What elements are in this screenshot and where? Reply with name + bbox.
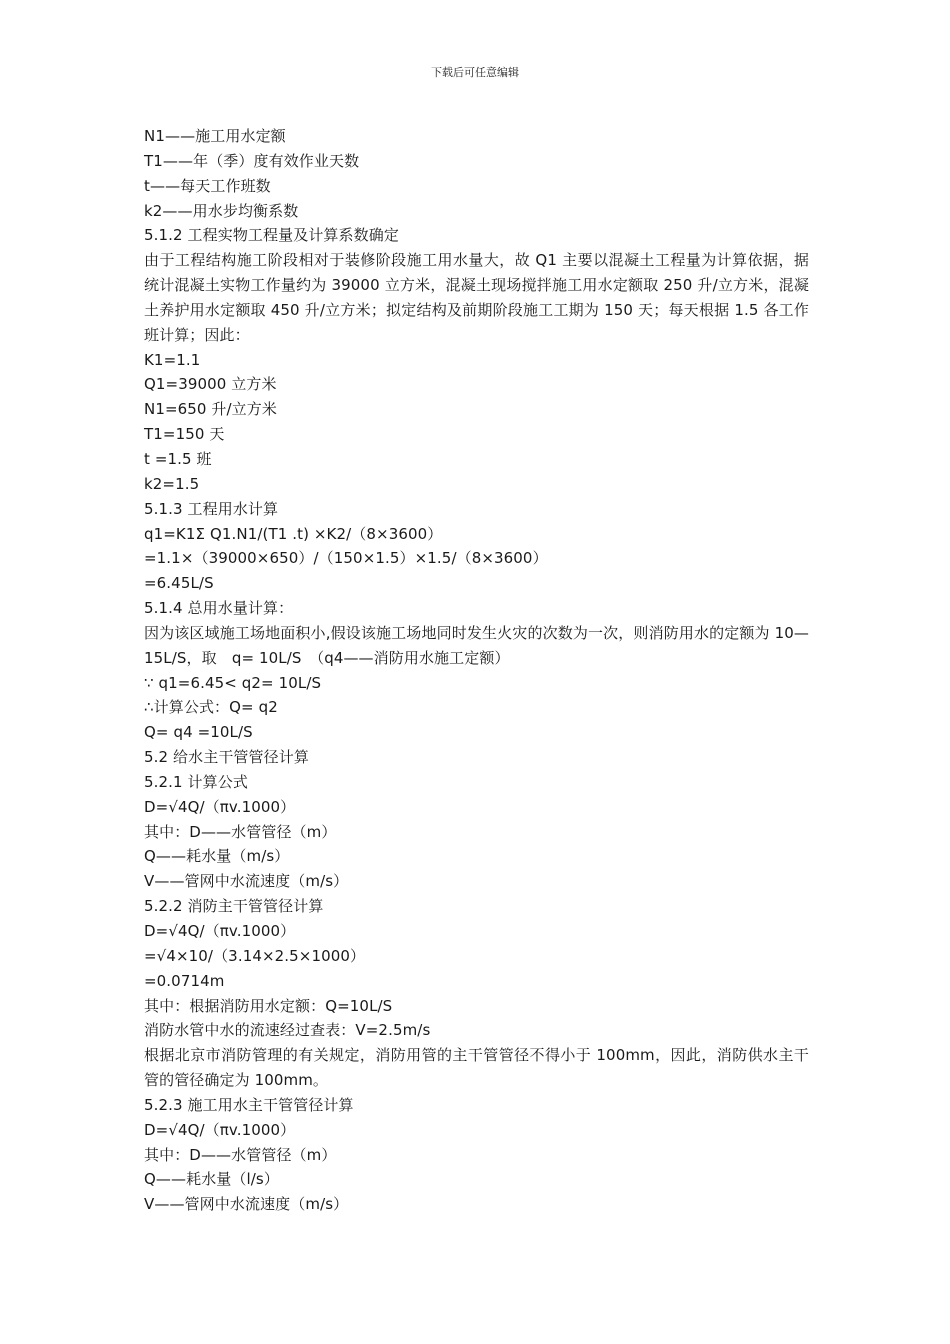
text-line: 消防水管中水的流速经过查表：V=2.5m/s bbox=[144, 1021, 431, 1040]
text-line: T1——年（季）度有效作业天数 bbox=[144, 151, 360, 170]
paragraph: 根据北京市消防管理的有关规定，消防用管的主干管管径不得小于 100mm，因此，消防供水主干管的管径确定为 100mm。 bbox=[144, 1046, 809, 1090]
document-body bbox=[144, 124, 809, 1217]
text-line: Q——耗水量（l/s） bbox=[144, 1170, 279, 1189]
text-line: N1=650 升/立方米 bbox=[144, 400, 277, 419]
text-line: k2=1.5 bbox=[144, 474, 200, 493]
text-line: V——管网中水流速度（m/s） bbox=[144, 1195, 349, 1214]
formula-line: D=√4Q/（πv.1000） bbox=[144, 922, 296, 940]
formula-line: =0.0714m bbox=[144, 971, 225, 990]
formula-line: =6.45L/S bbox=[144, 574, 214, 593]
text-line: 其中：D——水管管径（m） bbox=[144, 1145, 337, 1164]
section-heading: 5.2.1 计算公式 bbox=[144, 772, 248, 791]
text-line: 其中：根据消防用水定额：Q=10L/S bbox=[144, 996, 393, 1015]
text-line: V——管网中水流速度（m/s） bbox=[144, 872, 349, 891]
formula-line: =1.1×（39000×650）/（150×1.5）×1.5/（8×3600） bbox=[144, 549, 548, 568]
section-heading: 5.1.3 工程用水计算 bbox=[144, 499, 279, 518]
formula-line: D=√4Q/（πv.1000） bbox=[144, 1120, 296, 1139]
section-heading: 5.2.3 施工用水主干管管径计算 bbox=[144, 1095, 354, 1114]
section-heading: 5.1.4 总用水量计算： bbox=[144, 599, 294, 618]
paragraph: 因为该区域施工场地面积小,假设该施工场地同时发生火灾的次数为一次，则消防用水的定额为 10—15L/S，取 q= 10L/S （q4——消防用水施工定额） bbox=[144, 623, 809, 667]
text-line: 其中：D——水管管径（m） bbox=[144, 822, 337, 841]
page-header: 下载后可任意编辑 bbox=[431, 66, 519, 79]
formula-line: ∴计算公式：Q= q2 bbox=[144, 698, 278, 717]
formula-line: =√4×10/（3.14×2.5×1000） bbox=[144, 946, 366, 965]
section-heading: 5.2 给水主干管管径计算 bbox=[144, 748, 309, 767]
text-line: N1——施工用水定额 bbox=[144, 127, 286, 145]
formula-line: D=√4Q/（πv.1000） bbox=[144, 797, 296, 816]
text-line: k2——用水步均衡系数 bbox=[144, 201, 299, 220]
text-line: T1=150 天 bbox=[144, 425, 225, 444]
formula-line: q1=K1Σ Q1.N1/(T1 .t) ×K2/（8×3600） bbox=[144, 524, 443, 543]
formula-line: ∵ q1=6.45< q2= 10L/S bbox=[144, 673, 322, 692]
text-line: Q1=39000 立方米 bbox=[144, 375, 277, 394]
section-heading: 5.2.2 消防主干管管径计算 bbox=[144, 897, 324, 916]
text-line: K1=1.1 bbox=[144, 350, 201, 369]
text-line: t——每天工作班数 bbox=[144, 176, 271, 195]
paragraph: 由于工程结构施工阶段相对于装修阶段施工用水量大，故 Q1 主要以混凝土工程量为计算依据，据统计混凝土实物工作量约为 39000 立方米，混凝土现场搅拌施工用水定额取 250 升/立方米，混凝土养护用水定额取 450 升/立方米；拟定结构及前期阶段施工工期为 150 天；每天根据 1.5 各工作班计算；因此： bbox=[144, 251, 809, 344]
text-line: t =1.5 班 bbox=[144, 449, 212, 468]
section-heading: 5.1.2 工程实物工程量及计算系数确定 bbox=[144, 226, 399, 245]
text-line: Q——耗水量（m/s） bbox=[144, 847, 290, 866]
formula-line: Q= q4 =10L/S bbox=[144, 723, 253, 742]
